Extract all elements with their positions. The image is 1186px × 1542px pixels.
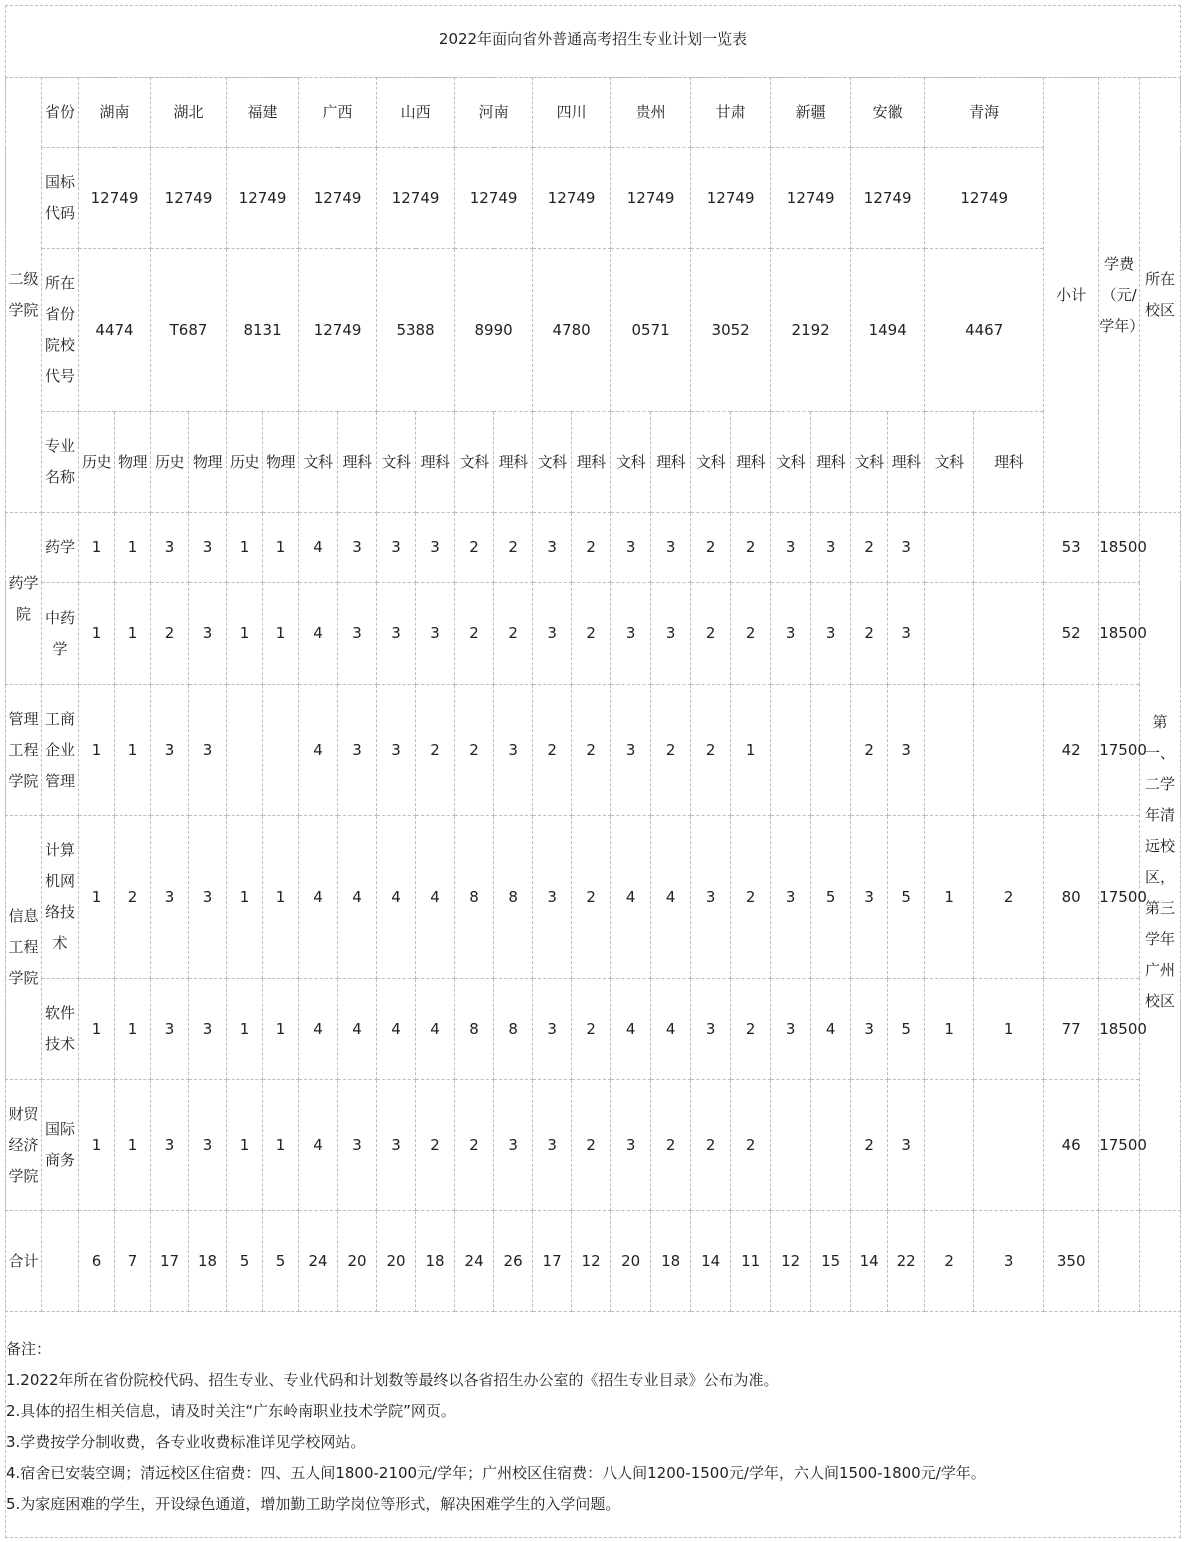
- national-code: 12749: [455, 148, 533, 249]
- national-code: 12749: [611, 148, 691, 249]
- plan-count: 2: [455, 513, 494, 583]
- local-code: 0571: [611, 249, 691, 412]
- total-count: 18: [189, 1211, 227, 1312]
- plan-count: 3: [338, 1080, 377, 1211]
- major-name: 计算机网络技术: [42, 816, 79, 979]
- total-count: 6: [79, 1211, 115, 1312]
- total-count: 17: [151, 1211, 189, 1312]
- plan-count: 1: [115, 979, 151, 1080]
- national-code: 12749: [227, 148, 299, 249]
- major-fee: 18500: [1099, 513, 1140, 583]
- major-name: 国际商务: [42, 1080, 79, 1211]
- total-count: 5: [227, 1211, 263, 1312]
- plan-count: 3: [771, 513, 811, 583]
- plan-count: 1: [115, 1080, 151, 1211]
- header-campus: 所在校区: [1140, 78, 1181, 513]
- total-count: 5: [263, 1211, 299, 1312]
- plan-count: 3: [494, 1080, 533, 1211]
- plan-count: 2: [731, 583, 771, 685]
- stream-label: 理科: [494, 412, 533, 513]
- total-count: 12: [771, 1211, 811, 1312]
- stream-label: 文科: [299, 412, 338, 513]
- major-subtotal: 52: [1044, 583, 1099, 685]
- plan-count: 2: [572, 685, 611, 816]
- total-count: 20: [338, 1211, 377, 1312]
- header-province: 省份: [42, 78, 79, 148]
- header-row-streams: [6, 412, 1181, 513]
- stream-label: 物理: [115, 412, 151, 513]
- stream-label: 理科: [572, 412, 611, 513]
- plan-count: 2: [691, 1080, 731, 1211]
- stream-label: 文科: [851, 412, 888, 513]
- plan-count: 3: [189, 513, 227, 583]
- plan-count: 3: [416, 513, 455, 583]
- header-row-province: [6, 78, 1181, 148]
- major-fee: 17500: [1099, 1080, 1140, 1211]
- plan-count: 1: [731, 685, 771, 816]
- plan-count: 1: [263, 979, 299, 1080]
- plan-count: [811, 1080, 851, 1211]
- local-code: 3052: [691, 249, 771, 412]
- plan-count: [925, 685, 974, 816]
- plan-count: 1: [79, 979, 115, 1080]
- plan-count: 2: [851, 583, 888, 685]
- plan-count: 2: [731, 513, 771, 583]
- plan-count: 2: [572, 1080, 611, 1211]
- plan-count: 2: [651, 1080, 691, 1211]
- stream-label: 理科: [731, 412, 771, 513]
- plan-count: 3: [189, 583, 227, 685]
- plan-count: 3: [888, 583, 925, 685]
- major-fee: 17500: [1099, 816, 1140, 979]
- plan-count: 3: [611, 1080, 651, 1211]
- major-subtotal: 42: [1044, 685, 1099, 816]
- plan-count: [974, 685, 1044, 816]
- plan-count: 2: [572, 583, 611, 685]
- plan-count: 1: [227, 513, 263, 583]
- note-item: 2.具体的招生相关信息，请及时关注“广东岭南职业技术学院”网页。: [6, 1402, 456, 1420]
- plan-count: 3: [189, 816, 227, 979]
- plan-count: 8: [455, 979, 494, 1080]
- plan-count: 1: [79, 685, 115, 816]
- plan-count: 3: [338, 513, 377, 583]
- college-name: 药学院: [6, 513, 42, 685]
- total-count: 7: [115, 1211, 151, 1312]
- total-count: 20: [377, 1211, 416, 1312]
- stream-label: 文科: [533, 412, 572, 513]
- national-code: 12749: [771, 148, 851, 249]
- plan-count: 3: [338, 685, 377, 816]
- plan-count: 3: [888, 685, 925, 816]
- plan-count: 2: [731, 1080, 771, 1211]
- plan-count: 1: [263, 1080, 299, 1211]
- stream-label: 理科: [811, 412, 851, 513]
- plan-count: 3: [811, 513, 851, 583]
- total-count: 12: [572, 1211, 611, 1312]
- stream-label: 历史: [151, 412, 189, 513]
- major-row: [6, 979, 1181, 1080]
- plan-count: [771, 685, 811, 816]
- plan-count: 5: [888, 979, 925, 1080]
- total-count: 3: [974, 1211, 1044, 1312]
- total-count: 20: [611, 1211, 651, 1312]
- plan-count: 3: [771, 816, 811, 979]
- total-fee-blank: [1099, 1211, 1140, 1312]
- plan-count: 2: [572, 513, 611, 583]
- local-code: 12749: [299, 249, 377, 412]
- plan-count: 4: [811, 979, 851, 1080]
- province-name: 广西: [299, 78, 377, 148]
- total-count: 14: [691, 1211, 731, 1312]
- plan-count: 3: [533, 583, 572, 685]
- stream-label: 文科: [611, 412, 651, 513]
- plan-count: 3: [691, 979, 731, 1080]
- plan-count: 2: [494, 513, 533, 583]
- major-name: 工商企业管理: [42, 685, 79, 816]
- national-code: 12749: [377, 148, 455, 249]
- plan-count: [771, 1080, 811, 1211]
- plan-count: [974, 1080, 1044, 1211]
- notes-heading: 备注：: [6, 1340, 52, 1358]
- note-item: 5.为家庭困难的学生，开设绿色通道，增加勤工助学岗位等形式，解决困难学生的入学问题。: [6, 1495, 621, 1513]
- local-code: 8131: [227, 249, 299, 412]
- plan-count: 2: [455, 685, 494, 816]
- local-code: 4467: [925, 249, 1044, 412]
- national-code: 12749: [925, 148, 1044, 249]
- total-blank: [42, 1211, 79, 1312]
- plan-count: 4: [338, 816, 377, 979]
- plan-count: 1: [925, 979, 974, 1080]
- campus-info: 第一、二学年清远校区，第三学年广州校区: [1140, 513, 1181, 1211]
- plan-count: 2: [731, 979, 771, 1080]
- plan-count: 1: [227, 583, 263, 685]
- plan-count: 2: [115, 816, 151, 979]
- province-name: 福建: [227, 78, 299, 148]
- plan-count: 3: [533, 1080, 572, 1211]
- total-count: 18: [651, 1211, 691, 1312]
- header-row-national-code: [6, 148, 1181, 249]
- local-code: 4474: [79, 249, 151, 412]
- plan-count: 1: [79, 1080, 115, 1211]
- total-count: 2: [925, 1211, 974, 1312]
- plan-count: 3: [771, 583, 811, 685]
- plan-count: 3: [377, 583, 416, 685]
- plan-count: 4: [299, 979, 338, 1080]
- stream-label: 理科: [338, 412, 377, 513]
- national-code: 12749: [299, 148, 377, 249]
- plan-count: 2: [455, 1080, 494, 1211]
- header-fee: 学费（元/学年）: [1099, 78, 1140, 513]
- total-count: 24: [299, 1211, 338, 1312]
- plan-count: 1: [263, 583, 299, 685]
- plan-count: [263, 685, 299, 816]
- note-item: 1.2022年所在省份院校代码、招生专业、专业代码和计划数等最终以各省招生办公室的《招生专业目录》公布为准。: [6, 1371, 779, 1389]
- province-name: 河南: [455, 78, 533, 148]
- total-count: 24: [455, 1211, 494, 1312]
- plan-count: 3: [189, 1080, 227, 1211]
- plan-count: 4: [651, 979, 691, 1080]
- stream-label: 历史: [227, 412, 263, 513]
- plan-count: 1: [79, 816, 115, 979]
- plan-count: 3: [377, 685, 416, 816]
- total-count: 26: [494, 1211, 533, 1312]
- local-code: 8990: [455, 249, 533, 412]
- plan-count: 1: [974, 979, 1044, 1080]
- plan-count: 2: [572, 979, 611, 1080]
- plan-count: 3: [151, 816, 189, 979]
- national-code: 12749: [691, 148, 771, 249]
- province-name: 新疆: [771, 78, 851, 148]
- plan-count: 3: [771, 979, 811, 1080]
- plan-count: 4: [416, 816, 455, 979]
- plan-count: 3: [151, 1080, 189, 1211]
- plan-count: [974, 513, 1044, 583]
- total-count: 15: [811, 1211, 851, 1312]
- plan-count: 3: [888, 513, 925, 583]
- header-row-local-code: [6, 249, 1181, 412]
- total-subtotal: 350: [1044, 1211, 1099, 1312]
- plan-count: 8: [494, 816, 533, 979]
- stream-label: 文科: [925, 412, 974, 513]
- major-fee: 17500: [1099, 685, 1140, 816]
- province-name: 甘肃: [691, 78, 771, 148]
- plan-count: 4: [651, 816, 691, 979]
- plan-count: 2: [731, 816, 771, 979]
- plan-count: 3: [151, 979, 189, 1080]
- province-name: 安徽: [851, 78, 925, 148]
- plan-count: 2: [691, 513, 731, 583]
- plan-count: 1: [263, 513, 299, 583]
- plan-count: 1: [227, 816, 263, 979]
- plan-count: 1: [115, 513, 151, 583]
- notes-section: [6, 1334, 1176, 1520]
- plan-count: 2: [691, 685, 731, 816]
- plan-count: 2: [151, 583, 189, 685]
- plan-count: 3: [611, 685, 651, 816]
- stream-label: 理科: [974, 412, 1044, 513]
- total-row: [6, 1211, 1181, 1312]
- plan-count: 4: [416, 979, 455, 1080]
- province-name: 湖南: [79, 78, 151, 148]
- total-count: 14: [851, 1211, 888, 1312]
- plan-count: 1: [263, 816, 299, 979]
- major-row: [6, 816, 1181, 979]
- plan-count: 3: [811, 583, 851, 685]
- plan-count: 5: [811, 816, 851, 979]
- local-code: 5388: [377, 249, 455, 412]
- plan-count: 1: [925, 816, 974, 979]
- plan-count: 2: [691, 583, 731, 685]
- major-subtotal: 77: [1044, 979, 1099, 1080]
- plan-count: [925, 583, 974, 685]
- college-name: 管理工程学院: [6, 685, 42, 816]
- plan-count: 3: [651, 513, 691, 583]
- major-row: [6, 583, 1181, 685]
- plan-count: 3: [494, 685, 533, 816]
- major-name: 中药学: [42, 583, 79, 685]
- major-subtotal: 80: [1044, 816, 1099, 979]
- major-name: 药学: [42, 513, 79, 583]
- plan-count: 4: [299, 1080, 338, 1211]
- major-subtotal: 53: [1044, 513, 1099, 583]
- major-fee: 18500: [1099, 583, 1140, 685]
- plan-count: 3: [377, 1080, 416, 1211]
- plan-count: 3: [851, 816, 888, 979]
- page-title: 2022年面向省外普通高考招生专业计划一览表: [438, 30, 748, 48]
- plan-count: 3: [888, 1080, 925, 1211]
- plan-count: 3: [533, 513, 572, 583]
- plan-count: 3: [416, 583, 455, 685]
- national-code: 12749: [533, 148, 611, 249]
- plan-count: 4: [299, 816, 338, 979]
- note-item: 3.学费按学分制收费，各专业收费标准详见学校网站。: [6, 1433, 366, 1451]
- total-count: 18: [416, 1211, 455, 1312]
- plan-count: [227, 685, 263, 816]
- plan-count: 3: [651, 583, 691, 685]
- plan-count: 4: [377, 979, 416, 1080]
- plan-count: 4: [377, 816, 416, 979]
- plan-count: 1: [227, 1080, 263, 1211]
- plan-count: 2: [533, 685, 572, 816]
- header-local-code: 所在省份院校代号: [42, 249, 79, 412]
- stream-label: 理科: [416, 412, 455, 513]
- plan-count: 5: [888, 816, 925, 979]
- major-subtotal: 46: [1044, 1080, 1099, 1211]
- plan-count: 3: [151, 685, 189, 816]
- total-count: 17: [533, 1211, 572, 1312]
- stream-label: 文科: [691, 412, 731, 513]
- total-campus-blank: [1140, 1211, 1181, 1312]
- plan-count: 3: [533, 816, 572, 979]
- plan-count: 3: [611, 513, 651, 583]
- note-item: 4.宿舍已安装空调；清远校区住宿费：四、五人间1800-2100元/学年；广州校区住宿费：八人间1200-1500元/学年，六人间1500-1800元/学年。: [6, 1464, 986, 1482]
- plan-count: 2: [416, 1080, 455, 1211]
- plan-count: [811, 685, 851, 816]
- plan-count: 2: [851, 1080, 888, 1211]
- plan-count: 8: [494, 979, 533, 1080]
- national-code: 12749: [851, 148, 925, 249]
- province-name: 山西: [377, 78, 455, 148]
- total-label: 合计: [6, 1211, 42, 1312]
- plan-count: 4: [299, 583, 338, 685]
- plan-count: 2: [572, 816, 611, 979]
- plan-count: 3: [691, 816, 731, 979]
- local-code: 1494: [851, 249, 925, 412]
- plan-count: 1: [115, 685, 151, 816]
- national-code: 12749: [79, 148, 151, 249]
- province-name: 四川: [533, 78, 611, 148]
- plan-count: 3: [151, 513, 189, 583]
- plan-count: 1: [79, 513, 115, 583]
- plan-count: 2: [455, 583, 494, 685]
- header-college: 二级学院: [6, 78, 42, 513]
- total-count: 11: [731, 1211, 771, 1312]
- major-row: [6, 685, 1181, 816]
- college-name: 财贸经济学院: [6, 1080, 42, 1211]
- plan-count: 3: [611, 583, 651, 685]
- header-national-code: 国标代码: [42, 148, 79, 249]
- header-major: 专业名称: [42, 412, 79, 513]
- stream-label: 历史: [79, 412, 115, 513]
- plan-count: [925, 1080, 974, 1211]
- major-row: [6, 1080, 1181, 1211]
- stream-label: 文科: [455, 412, 494, 513]
- local-code: 4780: [533, 249, 611, 412]
- plan-count: [925, 513, 974, 583]
- plan-count: 2: [494, 583, 533, 685]
- plan-count: 3: [377, 513, 416, 583]
- major-name: 软件技术: [42, 979, 79, 1080]
- plan-count: 4: [611, 816, 651, 979]
- local-code: T687: [151, 249, 227, 412]
- stream-label: 文科: [771, 412, 811, 513]
- plan-count: 3: [338, 583, 377, 685]
- plan-count: 3: [851, 979, 888, 1080]
- plan-count: 4: [299, 685, 338, 816]
- enrollment-plan-table: [5, 77, 1181, 1312]
- stream-label: 理科: [888, 412, 925, 513]
- total-count: 22: [888, 1211, 925, 1312]
- plan-count: 2: [851, 685, 888, 816]
- plan-count: 3: [189, 685, 227, 816]
- plan-count: 3: [533, 979, 572, 1080]
- plan-count: 4: [299, 513, 338, 583]
- stream-label: 文科: [377, 412, 416, 513]
- stream-label: 物理: [263, 412, 299, 513]
- major-row: [6, 513, 1181, 583]
- plan-count: 2: [851, 513, 888, 583]
- plan-count: 1: [115, 583, 151, 685]
- stream-label: 物理: [189, 412, 227, 513]
- plan-count: 3: [189, 979, 227, 1080]
- local-code: 2192: [771, 249, 851, 412]
- plan-count: 8: [455, 816, 494, 979]
- plan-count: 2: [416, 685, 455, 816]
- plan-count: 2: [651, 685, 691, 816]
- province-name: 湖北: [151, 78, 227, 148]
- stream-label: 理科: [651, 412, 691, 513]
- province-name: 贵州: [611, 78, 691, 148]
- major-fee: 18500: [1099, 979, 1140, 1080]
- national-code: 12749: [151, 148, 227, 249]
- plan-count: 4: [611, 979, 651, 1080]
- plan-count: 1: [227, 979, 263, 1080]
- plan-count: 4: [338, 979, 377, 1080]
- province-name: 青海: [925, 78, 1044, 148]
- plan-count: [974, 583, 1044, 685]
- header-subtotal: 小计: [1044, 78, 1099, 513]
- plan-count: 2: [974, 816, 1044, 979]
- college-name: 信息工程学院: [6, 816, 42, 1080]
- plan-count: 1: [79, 583, 115, 685]
